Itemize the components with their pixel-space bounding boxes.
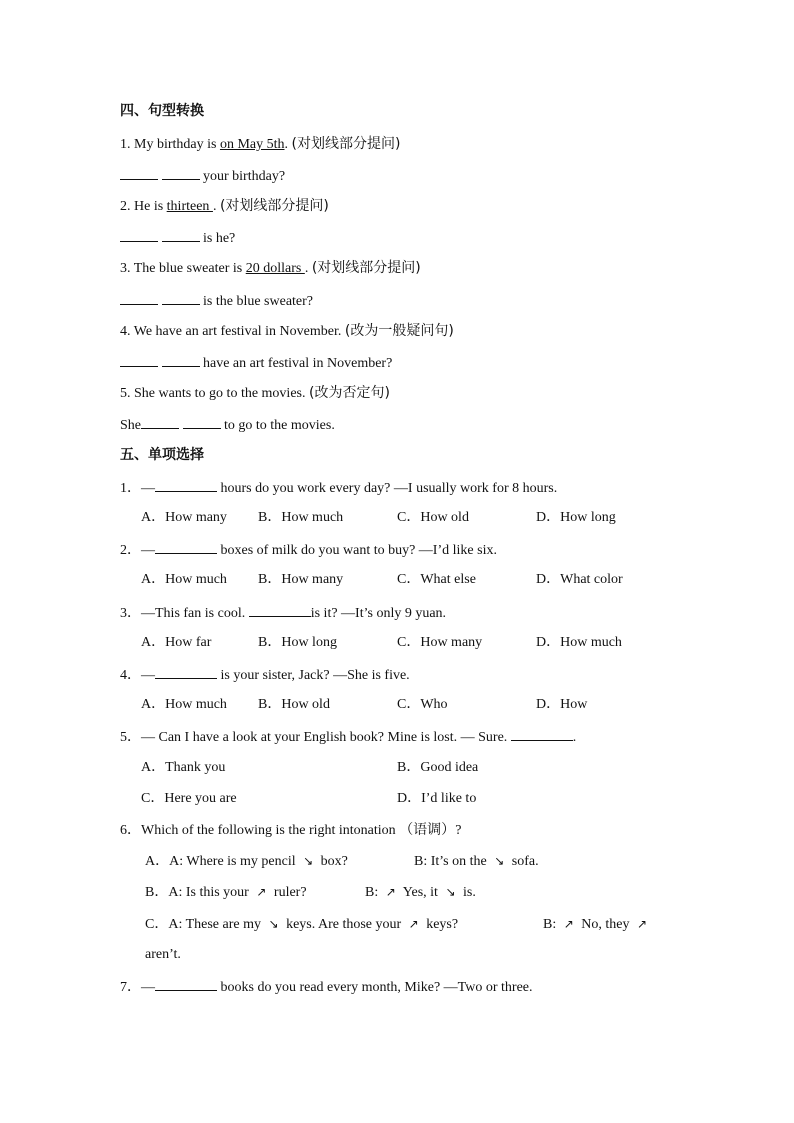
s4-q4	[120, 322, 454, 341]
rising-arrow-icon: ↗	[563, 917, 574, 931]
s5-q6-a-p3: B: It’s on the	[414, 854, 491, 869]
s5-q4-option-d[interactable]: D．How	[536, 697, 588, 712]
s5-q3-option-c[interactable]: C．How many	[397, 635, 483, 650]
answer-blank[interactable]	[120, 228, 158, 242]
answer-blank[interactable]	[120, 166, 158, 180]
s4-q1-pre: 1. My birthday is	[120, 137, 220, 152]
s4-q5	[120, 384, 390, 403]
s5-q4-num: 4．—	[120, 668, 155, 683]
s5-q6-b-p2: ruler?	[270, 885, 307, 900]
s5-q6-note: （语调）	[399, 822, 456, 838]
answer-blank[interactable]	[155, 977, 217, 991]
s5-q2-option-a[interactable]: A．How much	[141, 572, 227, 587]
s5-q6-tail: ?	[455, 823, 462, 838]
s4-q3-pre: 3. The blue sweater is	[120, 261, 246, 276]
s5-q3	[120, 603, 446, 623]
answer-blank[interactable]	[162, 166, 200, 180]
s4-a1-tail: your birthday?	[199, 169, 286, 184]
s5-q6-c-p3: keys?	[422, 917, 459, 932]
s5-q5-option-a[interactable]: A．Thank you	[141, 760, 226, 775]
s5-q4-option-a[interactable]: A．How much	[141, 697, 227, 712]
answer-blank[interactable]	[155, 478, 217, 492]
s4-q1-underlined: on May 5th	[219, 137, 285, 152]
s4-a4	[120, 353, 392, 373]
s4-q5-note: (改为否定句)	[309, 385, 390, 401]
s5-q6-c-p2: keys. Are those your	[282, 917, 405, 932]
s4-a5-tail: to go to the movies.	[220, 418, 335, 433]
s5-q6-b-p5: is.	[459, 885, 476, 900]
s5-q1-option-c[interactable]: C．How old	[397, 510, 469, 525]
s4-q2-underlined: thirteen	[166, 199, 213, 214]
s5-q2-num: 2．—	[120, 543, 155, 558]
s5-q1-option-d[interactable]: D．How long	[536, 510, 616, 525]
s5-q7-num: 7．—	[120, 980, 155, 995]
s5-q6	[120, 821, 461, 840]
answer-blank[interactable]	[162, 353, 200, 367]
section-4-title: 四、句型转换	[120, 103, 204, 119]
s5-q4	[120, 665, 410, 685]
s5-q6-option-c[interactable]	[145, 915, 458, 934]
s4-a5	[120, 415, 335, 435]
s5-q2-tail: boxes of milk do you want to buy? —I’d like six.	[217, 543, 497, 558]
answer-blank[interactable]	[120, 291, 158, 305]
falling-arrow-icon: ↘	[445, 885, 456, 899]
s5-q7	[120, 977, 533, 997]
s4-q2-pre: 2. He is	[120, 199, 167, 214]
s5-q6-option-a[interactable]	[145, 852, 348, 871]
s4-a3	[120, 291, 313, 311]
s5-q6-option-c-reply	[543, 915, 651, 934]
s5-q1-tail: hours do you work every day? —I usually work for 8 hours.	[217, 481, 558, 496]
answer-blank[interactable]	[162, 228, 200, 242]
s5-q3-num: 3．—This fan is cool.	[120, 606, 249, 621]
s4-q3	[120, 259, 421, 278]
s5-q5-tail: .	[572, 730, 577, 745]
s5-q6-option-b-reply	[365, 883, 476, 902]
s5-q5	[120, 727, 576, 747]
s5-q1	[120, 478, 557, 498]
s5-q6-c-p4: B:	[543, 917, 560, 932]
answer-blank[interactable]	[183, 415, 221, 429]
s5-q6-option-c-tail: aren’t.	[145, 947, 181, 962]
s5-q3-option-d[interactable]: D．How much	[536, 635, 622, 650]
s5-q5-option-c[interactable]: C．Here you are	[141, 791, 237, 806]
s5-q6-option-a-reply	[414, 852, 539, 871]
s5-q6-b-p4: Yes, it	[399, 885, 442, 900]
rising-arrow-icon: ↗	[408, 917, 419, 931]
s4-q2	[120, 197, 329, 216]
s5-q4-option-c[interactable]: C．Who	[397, 697, 448, 712]
s5-q5-option-d[interactable]: D．I’d like to	[397, 791, 477, 806]
s5-q5-option-b[interactable]: B．Good idea	[397, 760, 479, 775]
s5-q1-option-a[interactable]: A．How many	[141, 510, 227, 525]
s5-q6-a-p4: sofa.	[508, 854, 539, 869]
s5-q3-tail: is it? —It’s only 9 yuan.	[310, 606, 447, 621]
s4-q2-post: .	[212, 199, 220, 214]
s4-q5-text: 5. She wants to go to the movies.	[120, 386, 309, 401]
rising-arrow-icon: ↗	[256, 885, 267, 899]
answer-blank[interactable]	[162, 291, 200, 305]
s4-q2-note: (对划线部分提问)	[219, 198, 329, 214]
s4-q3-underlined: 20 dollars	[245, 261, 305, 276]
s5-q6-head: 6．Which of the following is the right intonation	[120, 823, 400, 838]
answer-blank[interactable]	[155, 540, 217, 554]
s4-q1-post: .	[284, 137, 292, 152]
s5-q6-a-p1: A．A: Where is my pencil	[145, 854, 300, 869]
s5-q4-tail: is your sister, Jack? —She is five.	[217, 668, 410, 683]
s4-a2	[120, 228, 235, 248]
s5-q7-tail: books do you read every month, Mike? —Two or three.	[217, 980, 533, 995]
s5-q1-num: 1．—	[120, 481, 155, 496]
s5-q2-option-b[interactable]: B．How many	[258, 572, 344, 587]
s5-q5-head: 5．— Can I have a look at your English book? Mine is lost. — Sure.	[120, 730, 511, 745]
s5-q6-b-p1: B．A: Is this your	[145, 885, 253, 900]
falling-arrow-icon: ↘	[268, 917, 279, 931]
s5-q2-option-d[interactable]: D．What color	[536, 572, 623, 587]
answer-blank[interactable]	[249, 603, 311, 617]
s5-q6-c-p1: C．A: These are my	[145, 917, 265, 932]
s4-a3-tail: is the blue sweater?	[199, 294, 314, 309]
rising-arrow-icon: ↗	[637, 917, 648, 931]
rising-arrow-icon: ↗	[385, 885, 396, 899]
falling-arrow-icon: ↘	[303, 854, 314, 868]
s5-q3-option-b[interactable]: B．How long	[258, 635, 337, 650]
s4-a1	[120, 166, 285, 186]
s5-q3-option-a[interactable]: A．How far	[141, 635, 212, 650]
s4-q4-note: (改为一般疑问句)	[344, 323, 454, 339]
s5-q6-a-p2: box?	[317, 854, 348, 869]
s5-q1-option-b[interactable]: B．How much	[258, 510, 344, 525]
s4-q3-post: .	[304, 261, 312, 276]
s4-q4-text: 4. We have an art festival in November.	[120, 324, 345, 339]
s4-a2-tail: is he?	[199, 231, 236, 246]
falling-arrow-icon: ↘	[494, 854, 505, 868]
s4-a5-head: She	[120, 418, 141, 433]
s5-q6-c-p5: No, they	[577, 917, 634, 932]
answer-blank[interactable]	[120, 353, 158, 367]
s5-q2	[120, 540, 497, 560]
answer-blank[interactable]	[511, 727, 573, 741]
s4-q1	[120, 135, 400, 154]
s5-q4-option-b[interactable]: B．How old	[258, 697, 330, 712]
section-5-title: 五、单项选择	[120, 447, 204, 463]
s5-q6-option-b[interactable]	[145, 883, 307, 902]
s4-a4-tail: have an art festival in November?	[199, 356, 393, 371]
s4-q1-note: (对划线部分提问)	[291, 136, 401, 152]
s5-q6-b-p3: B:	[365, 885, 382, 900]
s5-q2-option-c[interactable]: C．What else	[397, 572, 476, 587]
answer-blank[interactable]	[155, 665, 217, 679]
s4-q3-note: (对划线部分提问)	[311, 260, 421, 276]
answer-blank[interactable]	[141, 415, 179, 429]
